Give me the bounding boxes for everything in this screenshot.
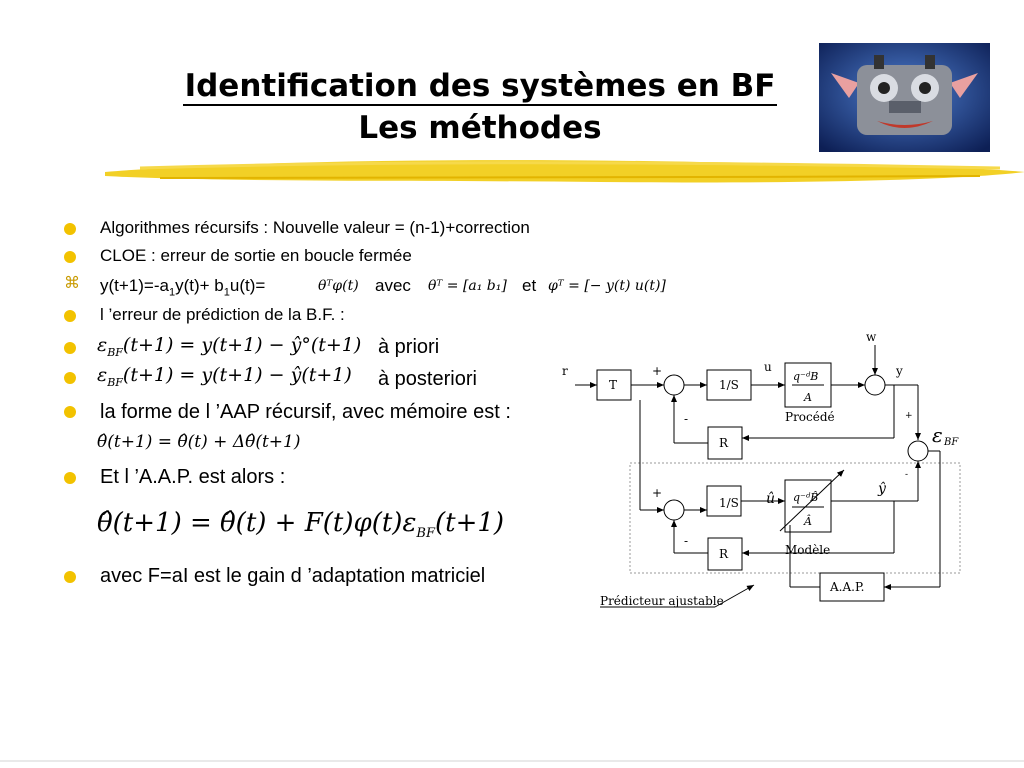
slide-title: [0, 68, 960, 104]
block-r-2: R: [719, 547, 729, 561]
cloe-block-diagram: [560, 325, 980, 615]
aap-formula-end: (t+1): [434, 508, 505, 538]
signal-r-label: r: [562, 364, 568, 378]
uhat-label: û: [766, 491, 776, 507]
eq-sub-2: 1: [223, 286, 230, 299]
model-denominator: Â: [804, 515, 812, 528]
bullet-text-regression: [100, 276, 265, 298]
aap-sub-bf: BF: [416, 526, 435, 542]
footer-divider: [0, 760, 1024, 762]
eps-symbol: ε: [97, 334, 108, 356]
bullet-icon: [64, 251, 76, 263]
eps-symbol-2: ε: [97, 364, 108, 386]
bullet-icon: [64, 372, 76, 384]
plus-sign-1: +: [652, 364, 663, 378]
robot-face-photo: [819, 43, 990, 152]
et-label: et: [522, 276, 537, 295]
eps-posteriori-formula: [97, 364, 352, 389]
eps-priori-rest: (t+1) = y(t+1) − ŷ°(t+1): [122, 334, 362, 356]
plus-sign-sum: +: [905, 411, 913, 421]
phi-definition: φᵀ = [− y(t) u(t)]: [548, 278, 666, 294]
bullet-text-erreur: l ’erreur de prédiction de la B.F. :: [100, 305, 345, 324]
a-posteriori-label: à posteriori: [378, 368, 477, 390]
model-numerator: q⁻ᵈB̂: [793, 491, 819, 504]
process-numerator: q⁻ᵈB: [793, 370, 819, 383]
theta-update-formula: θ̂(t+1) = θ̂(t) + Δθ̂(t+1): [97, 432, 301, 452]
bullet-text-cloe: CLOE : erreur de sortie en boucle fermée: [100, 246, 412, 265]
bullet-icon: [64, 571, 76, 583]
bullet-icon: [64, 310, 76, 322]
a-priori-label: à priori: [378, 336, 440, 358]
block-integrator-2: 1/S: [719, 496, 739, 510]
bullet-text-forme-aap: la forme de l ’AAP récursif, avec mémoire est :: [100, 401, 511, 423]
minus-sign-2: -: [684, 534, 689, 548]
yhat-label: ŷ: [878, 481, 886, 497]
command-key-bullet-icon: ⌘: [64, 275, 80, 292]
process-denominator: A: [804, 391, 812, 404]
procede-label: Procédé: [785, 410, 835, 424]
theta-definition: θᵀ = [a₁ b₁]: [428, 278, 507, 294]
bullet-icon: [64, 223, 76, 235]
eq-part-a: y(t+1)=-a: [100, 276, 169, 295]
aap-formula-main: θ̂(t+1) = θ̂(t) + F(t)φ(t)ε: [97, 508, 417, 538]
minus-sign-1: -: [684, 412, 689, 426]
block-integrator-1: 1/S: [719, 378, 739, 392]
aap-block-label: A.A.P.: [830, 580, 865, 594]
bullet-icon: [64, 342, 76, 354]
plus-sign-2: +: [652, 486, 663, 500]
eps-bf-label: ε: [932, 423, 943, 447]
block-t: T: [609, 378, 618, 392]
bullet-text-gain: avec F=aI est le gain d ’adaptation matriciel: [100, 565, 486, 587]
bullet-icon: [64, 406, 76, 418]
bullet-icon: [64, 472, 76, 484]
theta-phi-formula: θᵀφ(t): [318, 278, 359, 294]
signal-w-label: w: [866, 330, 877, 344]
eq-part-c: u(t)=: [229, 276, 266, 295]
eps-priori-formula: [97, 334, 361, 359]
eps-posteriori-rest: (t+1) = y(t+1) − ŷ(t+1): [122, 364, 352, 386]
bullet-text-aap: Et l ’A.A.P. est alors :: [100, 466, 286, 488]
eq-part-b: y(t)+ b: [175, 276, 224, 295]
eps-bf-subscript: BF: [944, 437, 959, 448]
slide-subtitle: Les méthodes: [358, 110, 602, 146]
eps-sub-bf-2: BF: [107, 375, 123, 389]
minus-sign-sum: -: [905, 470, 909, 480]
signal-u-label: u: [764, 360, 772, 374]
eq-sub-1: 1: [168, 286, 176, 299]
predicteur-label: Prédicteur ajustable: [600, 594, 724, 608]
aap-formula: [97, 508, 504, 541]
modele-label: Modèle: [785, 543, 831, 557]
avec-label: avec: [375, 276, 411, 295]
yellow-brush-stroke: [100, 150, 1024, 190]
bullet-text-algorithmes: Algorithmes récursifs : Nouvelle valeur = (n-1)+correction: [100, 218, 530, 237]
block-r-1: R: [719, 436, 729, 450]
signal-y-label: y: [896, 364, 903, 378]
eps-sub-bf: BF: [107, 345, 123, 359]
title-line-1: Identification des systèmes en BF: [184, 68, 776, 104]
